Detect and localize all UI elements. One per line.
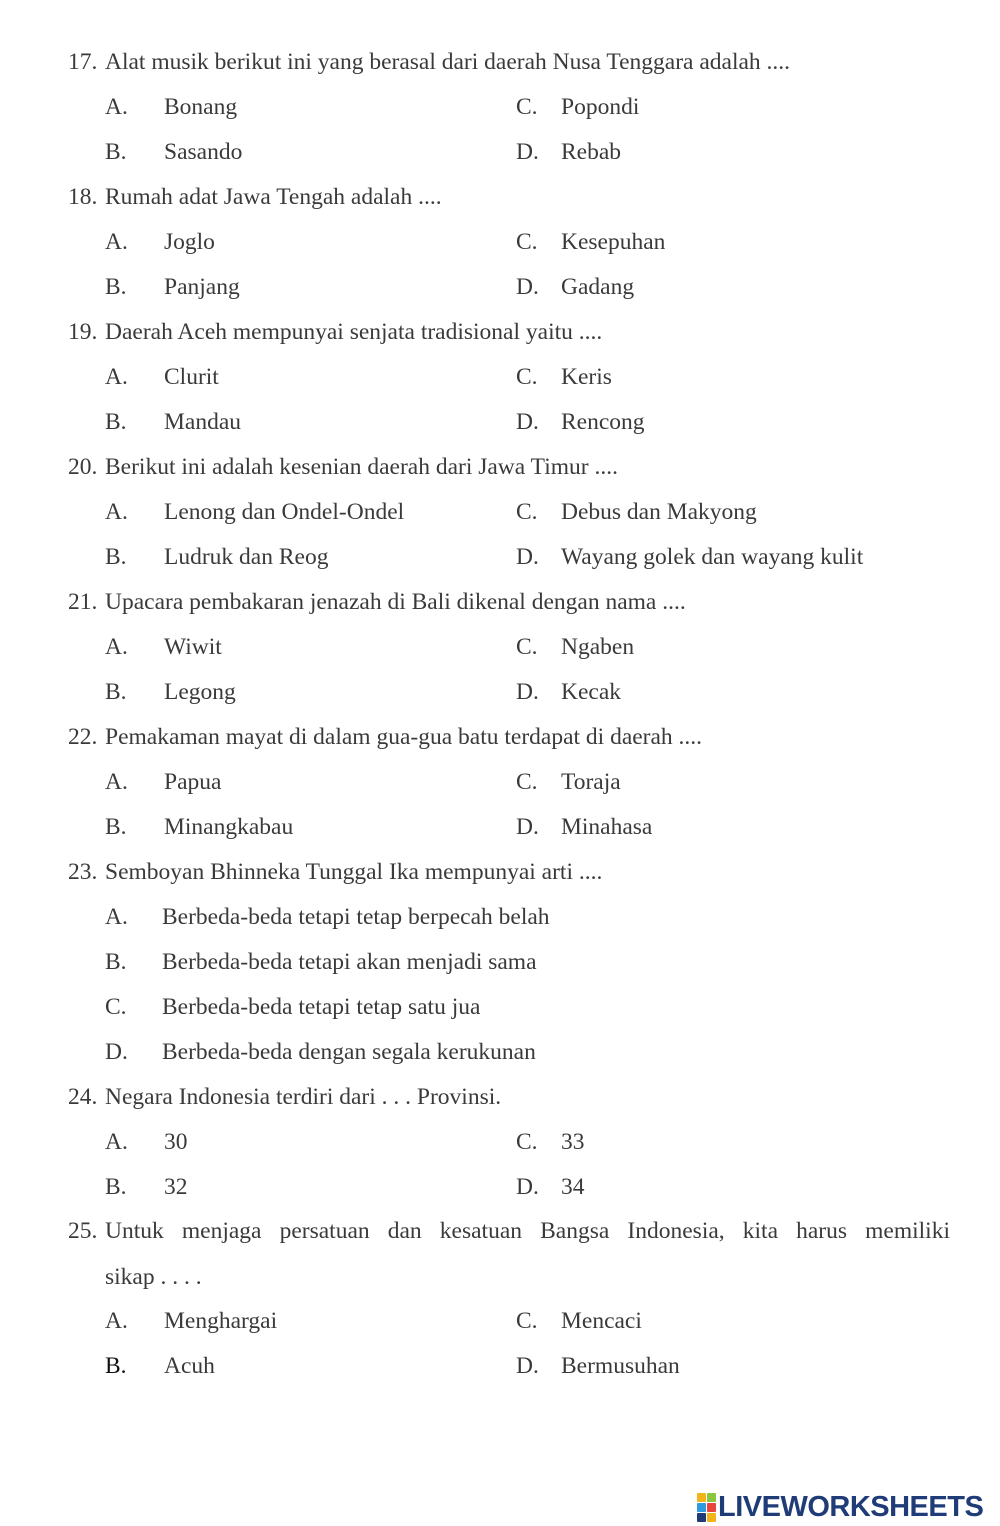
option-c[interactable]: Kesepuhan <box>561 229 666 255</box>
option-b[interactable]: Sasando <box>164 139 243 165</box>
option-letter: D. <box>516 274 539 300</box>
option-letter: C. <box>516 94 538 120</box>
option-letter: D. <box>516 1174 539 1200</box>
question-number: 22. <box>68 724 98 750</box>
option-b[interactable]: 32 <box>164 1174 188 1200</box>
option-letter: C. <box>516 364 538 390</box>
option-letter: A. <box>105 229 128 255</box>
option-letter: D. <box>516 679 539 705</box>
option-d[interactable]: Gadang <box>561 274 635 300</box>
option-c[interactable]: Debus dan Makyong <box>561 499 757 525</box>
option-letter: D. <box>516 544 539 570</box>
option-c[interactable]: Popondi <box>561 94 640 120</box>
option-c[interactable]: Toraja <box>561 769 621 795</box>
option-letter: C. <box>105 994 127 1020</box>
option-letter: B. <box>105 814 127 840</box>
option-b[interactable]: Mandau <box>164 409 242 435</box>
option-letter: A. <box>105 499 128 525</box>
option-letter: D. <box>516 814 539 840</box>
question-text: Untuk menjaga persatuan dan kesatuan Bangsa Indonesia, kita harus memiliki <box>105 1218 950 1244</box>
question-number: 18. <box>68 184 98 210</box>
question-number: 19. <box>68 319 98 345</box>
question-number: 23. <box>68 859 98 885</box>
option-c[interactable]: Berbeda-beda tetapi tetap satu jua <box>162 994 481 1020</box>
option-letter: C. <box>516 769 538 795</box>
logo-grid-icon <box>697 1493 716 1522</box>
question-text: Rumah adat Jawa Tengah adalah .... <box>105 184 442 210</box>
option-d[interactable]: Berbeda-beda dengan segala kerukunan <box>162 1039 536 1065</box>
option-d[interactable]: Bermusuhan <box>561 1353 680 1379</box>
logo-text: LIVEWORKSHEETS <box>718 1490 984 1523</box>
option-a[interactable]: Joglo <box>164 229 215 255</box>
option-letter: A. <box>105 634 128 660</box>
option-b[interactable]: Panjang <box>164 274 240 300</box>
question-number: 25. <box>68 1218 98 1244</box>
option-letter: A. <box>105 1129 128 1155</box>
question-number: 17. <box>68 49 98 75</box>
question-text: sikap . . . . <box>105 1264 202 1290</box>
option-c[interactable]: Ngaben <box>561 634 635 660</box>
option-letter: C. <box>516 1308 538 1334</box>
option-letter: D. <box>516 409 539 435</box>
option-a[interactable]: 30 <box>164 1129 188 1155</box>
option-b[interactable]: Berbeda-beda tetapi akan menjadi sama <box>162 949 537 975</box>
option-letter: B. <box>105 139 127 165</box>
liveworksheets-logo <box>697 1491 983 1523</box>
option-d[interactable]: Kecak <box>561 679 622 705</box>
option-letter: B. <box>105 1353 127 1379</box>
option-d[interactable]: Minahasa <box>561 814 653 840</box>
option-letter: B. <box>105 679 127 705</box>
question-text: Semboyan Bhinneka Tunggal Ika mempunyai arti .... <box>105 859 603 885</box>
question-text: Alat musik berikut ini yang berasal dari daerah Nusa Tenggara adalah .... <box>105 49 791 75</box>
option-letter: C. <box>516 229 538 255</box>
option-b[interactable]: Ludruk dan Reog <box>164 544 329 570</box>
option-c[interactable]: Mencaci <box>561 1308 642 1334</box>
option-a[interactable]: Bonang <box>164 94 238 120</box>
option-letter: C. <box>516 634 538 660</box>
option-letter: B. <box>105 1174 127 1200</box>
option-letter: C. <box>516 1129 538 1155</box>
question-text: Berikut ini adalah kesenian daerah dari Jawa Timur .... <box>105 454 618 480</box>
option-letter: A. <box>105 1308 128 1334</box>
option-letter: B. <box>105 274 127 300</box>
question-text: Negara Indonesia terdiri dari . . . Provinsi. <box>105 1084 502 1110</box>
option-a[interactable]: Lenong dan Ondel-Ondel <box>164 499 405 525</box>
option-letter: B. <box>105 949 127 975</box>
option-d[interactable]: Rencong <box>561 409 645 435</box>
option-c[interactable]: Keris <box>561 364 612 390</box>
option-letter: D. <box>105 1039 128 1065</box>
option-letter: C. <box>516 499 538 525</box>
option-d[interactable]: Wayang golek dan wayang kulit <box>561 544 864 570</box>
option-d[interactable]: Rebab <box>561 139 622 165</box>
option-letter: D. <box>516 1353 539 1379</box>
option-letter: A. <box>105 364 128 390</box>
option-b[interactable]: Legong <box>164 679 236 705</box>
option-letter: A. <box>105 904 128 930</box>
option-a[interactable]: Clurit <box>164 364 219 390</box>
option-d[interactable]: 34 <box>561 1174 585 1200</box>
question-number: 21. <box>68 589 98 615</box>
question-number: 24. <box>68 1084 98 1110</box>
option-a[interactable]: Berbeda-beda tetapi tetap berpecah belah <box>162 904 550 930</box>
option-b[interactable]: Minangkabau <box>164 814 294 840</box>
option-letter: D. <box>516 139 539 165</box>
option-a[interactable]: Wiwit <box>164 634 222 660</box>
option-letter: A. <box>105 94 128 120</box>
option-c[interactable]: 33 <box>561 1129 585 1155</box>
question-text: Pemakaman mayat di dalam gua-gua batu terdapat di daerah .... <box>105 724 703 750</box>
question-text: Daerah Aceh mempunyai senjata tradisional yaitu .... <box>105 319 603 345</box>
option-a[interactable]: Menghargai <box>164 1308 278 1334</box>
option-letter: A. <box>105 769 128 795</box>
option-letter: B. <box>105 409 127 435</box>
option-a[interactable]: Papua <box>164 769 222 795</box>
option-b[interactable]: Acuh <box>164 1353 215 1379</box>
question-text: Upacara pembakaran jenazah di Bali dikenal dengan nama .... <box>105 589 686 615</box>
question-number: 20. <box>68 454 98 480</box>
option-letter: B. <box>105 544 127 570</box>
